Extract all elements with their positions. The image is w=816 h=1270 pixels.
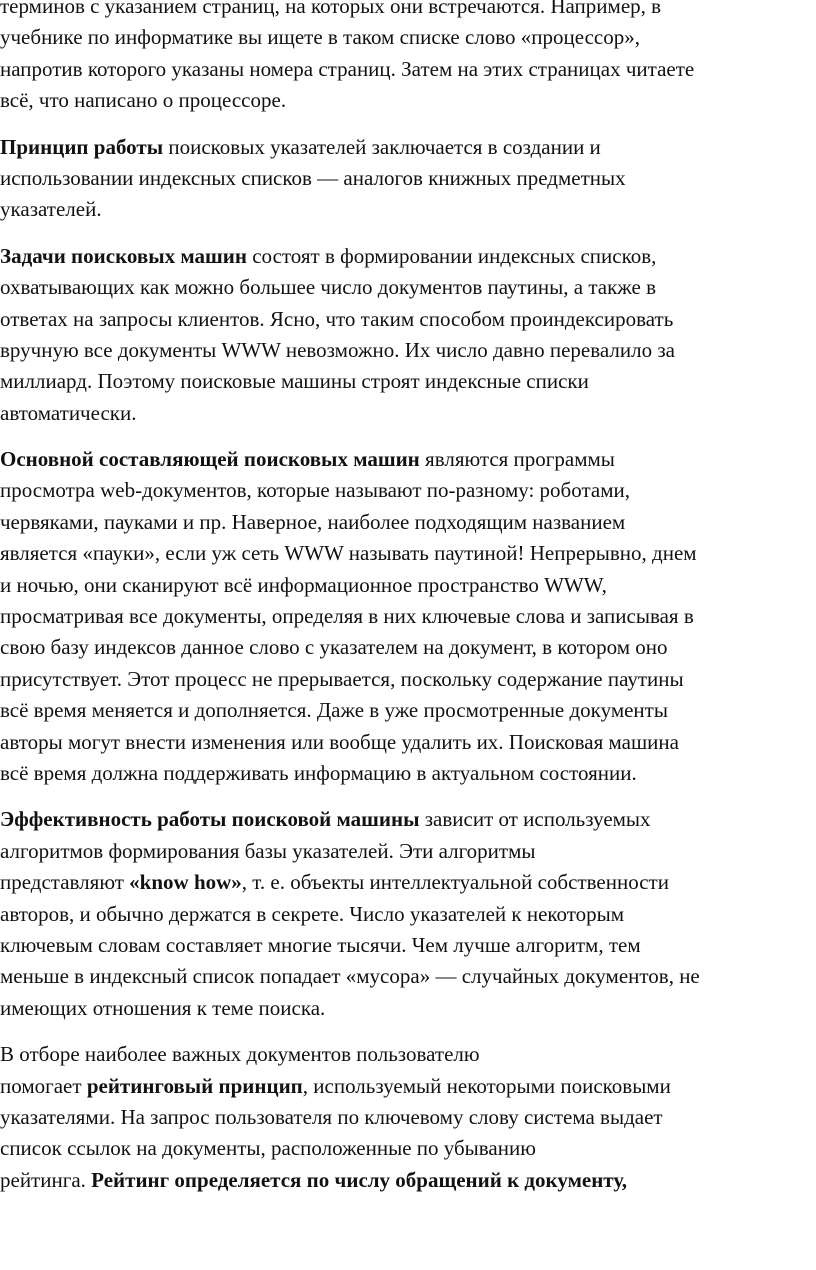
- text-run: поисковых указателей заключается в создании и: [163, 134, 601, 159]
- text-run: вручную все документы WWW невозможно. Их число давно перевалило за: [0, 337, 675, 362]
- text-run: ключевым словам составляет многие тысячи. Чем лучше алгоритм, тем: [0, 932, 641, 957]
- text-line: [0, 132, 816, 163]
- text-run: помогает: [0, 1073, 87, 1098]
- text-run: просмотра web-документов, которые называют по-разному: роботами,: [0, 478, 630, 503]
- text-line: [0, 22, 816, 53]
- text-run: состоят в формировании индексных списков,: [246, 243, 657, 268]
- text-line: [0, 54, 816, 85]
- text-run: зависит от используемых: [419, 807, 651, 832]
- text-line: [0, 241, 816, 272]
- text-run: указателями. На запрос пользователя по ключевому слову система выдает: [0, 1104, 663, 1129]
- text-line: [0, 163, 816, 194]
- text-line: [0, 1071, 816, 1102]
- text-run: учебнике по информатике вы ищете в таком списке слово «процессор»,: [0, 25, 640, 50]
- text-line: [0, 0, 816, 22]
- text-run: напротив которого указаны номера страниц. Затем на этих страницах читаете: [0, 56, 695, 81]
- text-run: авторов, и обычно держатся в секрете. Число указателей к некоторым: [0, 901, 625, 926]
- text-line: [0, 85, 816, 116]
- text-run: имеющих отношения к теме поиска.: [0, 995, 326, 1020]
- text-line: [0, 664, 816, 695]
- text-line: [0, 194, 816, 225]
- text-run: терминов с указанием страниц, на которых они встречаются. Например, в: [0, 0, 662, 18]
- text-run: присутствует. Этот процесс не прерывается, поскольку содержание паутины: [0, 666, 684, 691]
- text-line: [0, 632, 816, 663]
- text-run: и ночью, они сканируют всё информационное пространство WWW,: [0, 572, 607, 597]
- text-line: [0, 507, 816, 538]
- text-run: список ссылок на документы, расположенные по убыванию: [0, 1136, 536, 1161]
- text-run: охватывающих как можно большее число документов паутины, а также в: [0, 275, 657, 300]
- text-run: всё время должна поддерживать информацию в актуальном состоянии.: [0, 760, 637, 785]
- text-line: [0, 366, 816, 397]
- paragraph: [0, 132, 816, 226]
- text-run: являются программы: [419, 447, 615, 472]
- text-line: [0, 695, 816, 726]
- text-line: [0, 867, 816, 898]
- bold-term: Эффективность работы поисковой машины: [0, 807, 420, 832]
- text-run: , т. е. объекты интеллектуальной собственности: [241, 870, 669, 895]
- text-line: [0, 1102, 816, 1133]
- bold-term: рейтинговый принцип: [86, 1073, 303, 1098]
- text-line: [0, 538, 816, 569]
- text-line: [0, 993, 816, 1024]
- text-run: В отборе наиболее важных документов пользователю: [0, 1042, 480, 1067]
- text-line: [0, 930, 816, 961]
- text-run: миллиард. Поэтому поисковые машины строят индексные списки: [0, 369, 589, 394]
- text-run: меньше в индексный список попадает «мусора» — случайных документов, не: [0, 964, 700, 989]
- paragraph: [0, 444, 816, 789]
- text-run: рейтинга.: [0, 1167, 92, 1192]
- text-line: [0, 1133, 816, 1164]
- text-run: , используемый некоторыми поисковыми: [302, 1073, 671, 1098]
- paragraph: [0, 804, 816, 1024]
- text-run: алгоритмов формирования базы указателей. Эти алгоритмы: [0, 838, 536, 863]
- text-line: [0, 1039, 816, 1070]
- text-run: указателей.: [0, 197, 102, 222]
- text-run: ответах на запросы клиентов. Ясно, что таким способом проиндексировать: [0, 306, 674, 331]
- text-line: [0, 601, 816, 632]
- text-line: [0, 304, 816, 335]
- text-run: свою базу индексов данное слово с указателем на документ, в котором оно: [0, 635, 668, 660]
- text-line: [0, 1165, 816, 1196]
- text-line: [0, 727, 816, 758]
- bold-term: Задачи поисковых машин: [0, 243, 247, 268]
- text-line: [0, 475, 816, 506]
- text-line: [0, 804, 816, 835]
- bold-term: «know how»: [129, 870, 242, 895]
- text-run: использовании индексных списков — аналогов книжных предметных: [0, 165, 626, 190]
- text-line: [0, 836, 816, 867]
- text-line: [0, 961, 816, 992]
- text-line: [0, 335, 816, 366]
- text-run: представляют: [0, 870, 130, 895]
- paragraph: [0, 1039, 816, 1196]
- text-run: червяками, пауками и пр. Наверное, наиболее подходящим названием: [0, 509, 626, 534]
- text-run: всё, что написано о процессоре.: [0, 88, 287, 113]
- text-run: является «пауки», если уж сеть WWW называть паутиной! Непрерывно, днем: [0, 541, 697, 566]
- bold-term: Основной составляющей поисковых машин: [0, 447, 420, 472]
- paragraph: [0, 241, 816, 429]
- text-line: [0, 444, 816, 475]
- bold-term: Принцип работы: [0, 134, 164, 159]
- text-line: [0, 272, 816, 303]
- bold-term: Рейтинг определяется по числу обращений к документу,: [91, 1167, 627, 1192]
- text-run: автоматически.: [0, 400, 137, 425]
- text-run: всё время меняется и дополняется. Даже в уже просмотренные документы: [0, 698, 668, 723]
- paragraph: [0, 0, 816, 117]
- text-run: авторы могут внести изменения или вообще удалить их. Поисковая машина: [0, 729, 679, 754]
- text-line: [0, 398, 816, 429]
- text-run: просматривая все документы, определяя в них ключевые слова и записывая в: [0, 604, 694, 629]
- text-line: [0, 758, 816, 789]
- text-line: [0, 899, 816, 930]
- text-line: [0, 570, 816, 601]
